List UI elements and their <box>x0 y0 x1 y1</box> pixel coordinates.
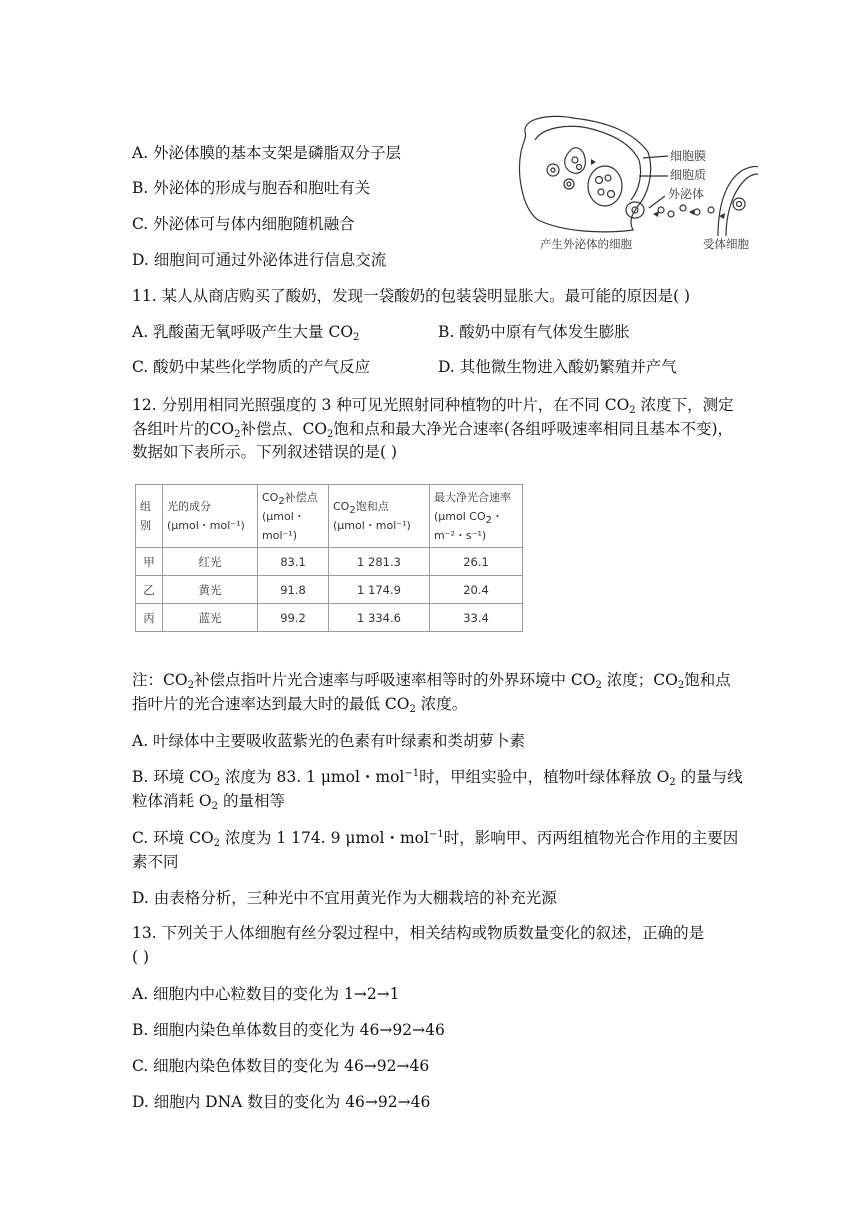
q10-option-a: A. 外泌体膜的基本支架是磷脂双分子层 <box>132 144 402 162</box>
q12-option-a: A. 叶绿体中主要吸收蓝紫光的色素有叶绿素和类胡萝卜素 <box>132 732 526 750</box>
cell-group: 甲 <box>136 548 163 576</box>
q11-option-d: D. 其他微生物进入酸奶繁殖并产气 <box>438 358 677 376</box>
label-producer-cell: 产生外泌体的细胞 <box>540 237 632 251</box>
q10-option-d: D. 细胞间可通过外泌体进行信息交流 <box>132 251 387 269</box>
label-exosome: 外泌体 <box>668 187 705 201</box>
q13-option-c: C. 细胞内染色体数目的变化为 46→92→46 <box>132 1057 430 1075</box>
q12-option-c-line2: 素不同 <box>132 853 179 871</box>
cell-max: 20.4 <box>430 576 523 604</box>
cell-light: 黄光 <box>163 576 258 604</box>
q13-option-b: B. 细胞内染色单体数目的变化为 46→92→46 <box>132 1021 445 1039</box>
q11-option-c: C. 酸奶中某些化学物质的产气反应 <box>132 358 371 376</box>
cell-comp: 99.2 <box>258 604 329 632</box>
header-max-rate: 最大净光合速率(μmol $CO_2$・m⁻²・s⁻¹) <box>430 485 523 548</box>
q10-option-c: C. 外泌体可与体内细胞随机融合 <box>132 215 355 233</box>
header-co2-saturation: $CO_2$饱和点(μmol・mol⁻¹) <box>329 485 430 548</box>
cell-sat: 1 281.3 <box>329 548 430 576</box>
q11-option-b: B. 酸奶中原有气体发生膨胀 <box>438 323 630 341</box>
q12-note-line1: 注：$CO_2$补偿点指叶片光合速率与呼吸速率相等时的外界环境中 $CO_2$ 浓度；$CO_2$饱和点 <box>132 671 731 691</box>
header-group: 组别 <box>136 485 163 548</box>
q10-option-b: B. 外泌体的形成与胞吞和胞吐有关 <box>132 179 371 197</box>
cell-comp: 83.1 <box>258 548 329 576</box>
header-light: 光的成分(μmol・mol⁻¹) <box>163 485 258 548</box>
cell-sat: 1 334.6 <box>329 604 430 632</box>
table-row <box>136 576 523 604</box>
cell-light: 蓝光 <box>163 604 258 632</box>
q11-option-a: A. 乳酸菌无氧呼吸产生大量 $CO_2$ <box>132 323 360 343</box>
table-header-row <box>136 485 523 548</box>
label-receiver-cell: 受体细胞 <box>703 237 749 251</box>
q13-option-a: A. 细胞内中心粒数目的变化为 1→2→1 <box>132 985 400 1003</box>
data-table <box>135 484 523 632</box>
q12-stem-line3: 数据如下表所示。下列叙述错误的是( ) <box>132 443 398 461</box>
q11-stem: 11. 某人从商店购买了酸奶，发现一袋酸奶的包装袋明显胀大。最可能的原因是( ) <box>132 287 691 305</box>
q12-option-d: D. 由表格分析，三种光中不宜用黄光作为大棚栽培的补充光源 <box>132 889 557 907</box>
q12-option-b-line2: 粒体消耗 $O_2$ 的量相等 <box>132 792 285 812</box>
table-row <box>136 604 523 632</box>
cell-sat: 1 174.9 <box>329 576 430 604</box>
q13-stem-line1: 13. 下列关于人体细胞有丝分裂过程中，相关结构或物质数量变化的叙述，正确的是 <box>132 924 705 942</box>
table-row <box>136 548 523 576</box>
header-co2-compensation: $CO_2$补偿点(μmol・mol⁻¹) <box>258 485 329 548</box>
label-cytoplasm: 细胞质 <box>670 168 707 182</box>
q12-option-c-line1: C. 环境 $CO_2$ 浓度为 1 174. 9 μmol・mol$^{-1}$时，影响甲、丙两组植物光合作用的主要因 <box>132 829 739 849</box>
cell-group: 乙 <box>136 576 163 604</box>
label-membrane: 细胞膜 <box>670 149 707 163</box>
cell-max: 26.1 <box>430 548 523 576</box>
q13-option-d: D. 细胞内 DNA 数目的变化为 46→92→46 <box>132 1093 431 1111</box>
cell-comp: 91.8 <box>258 576 329 604</box>
q12-option-b-line1: B. 环境 $CO_2$ 浓度为 83. 1 μmol・mol$^{-1}$时，甲组实验中，植物叶绿体释放 $O_2$ 的量与线 <box>132 768 743 788</box>
cell-light: 红光 <box>163 548 258 576</box>
q12-stem-line2: 各组叶片的$CO_2$补偿点、$CO_2$饱和点和最大净光合速率(各组呼吸速率相同且基本不变)， <box>132 420 734 440</box>
q12-note-line2: 指叶片的光合速率达到最大时的最低 $CO_2$ 浓度。 <box>132 695 468 715</box>
cell-group: 丙 <box>136 604 163 632</box>
q13-stem-line2: ( ) <box>132 948 150 966</box>
exosome-diagram <box>513 112 758 257</box>
q12-stem-line1: 12. 分别用相同光照强度的 3 种可见光照射同种植物的叶片，在不同 $CO_2$ 浓度下，测定 <box>132 396 734 416</box>
cell-max: 33.4 <box>430 604 523 632</box>
